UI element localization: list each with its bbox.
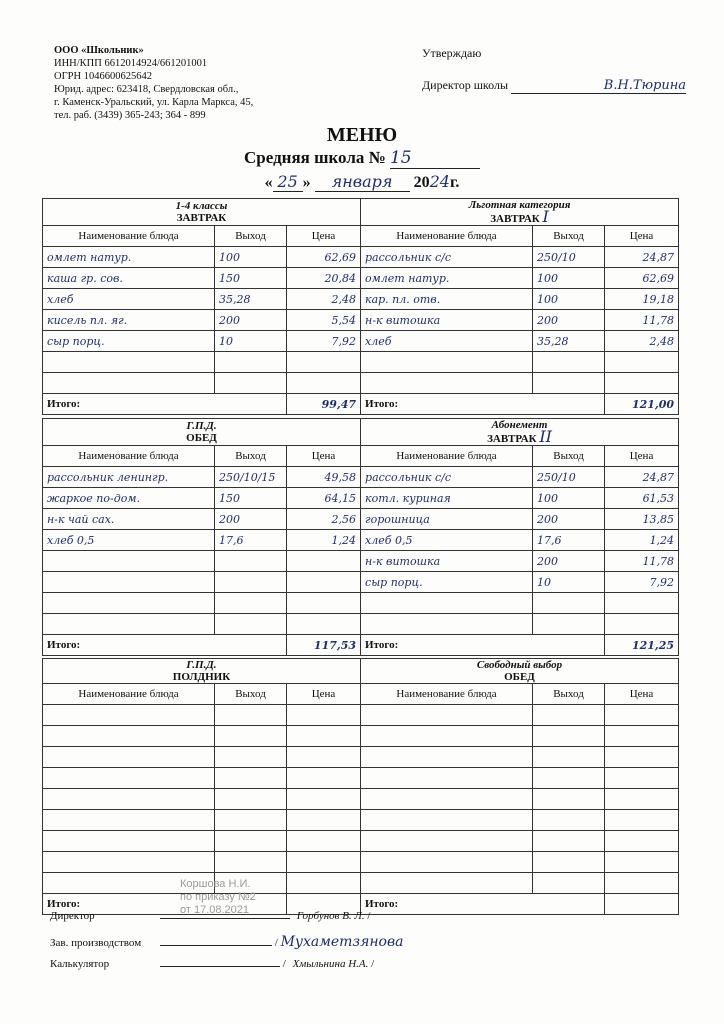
right-portion xyxy=(533,873,605,894)
year-suffix: г. xyxy=(449,174,460,191)
table-row xyxy=(43,310,679,331)
date-day: 25 xyxy=(273,172,303,192)
right-price: 2,48 xyxy=(605,331,679,352)
table-row xyxy=(43,352,679,373)
left-price xyxy=(287,810,361,831)
org-address-2: г. Каменск-Уральский, ул. Карла Маркса, 45, xyxy=(54,97,254,108)
right-price xyxy=(605,789,679,810)
left-dish-name xyxy=(43,705,215,726)
right-portion: 250/10 xyxy=(533,467,605,488)
right-dish-name xyxy=(361,789,533,810)
left-price xyxy=(287,705,361,726)
left-price: 2,56 xyxy=(287,509,361,530)
total-left: 99,47 xyxy=(287,394,361,415)
right-price xyxy=(605,810,679,831)
left-price xyxy=(287,551,361,572)
date-month: января xyxy=(315,172,410,192)
right-price xyxy=(605,831,679,852)
right-price: 13,85 xyxy=(605,509,679,530)
left-price: 1,24 xyxy=(287,530,361,551)
right-dish-name: хлеб xyxy=(361,331,533,352)
table-row xyxy=(43,768,679,789)
right-dish-name xyxy=(361,614,533,635)
column-headers: Наименование блюда Выход Цена Наименование блюда Выход Цена xyxy=(43,446,679,467)
right-dish-name: н-к витошка xyxy=(361,551,533,572)
left-dish-name xyxy=(43,352,215,373)
right-dish-name: хлеб 0,5 xyxy=(361,530,533,551)
right-price xyxy=(605,852,679,873)
stamp: Коршова Н.И. по приказу №2 от 17.08.2021 xyxy=(180,878,256,916)
section-header-left: 1-4 классы ЗАВТРАК xyxy=(43,199,361,226)
table-row xyxy=(43,488,679,509)
right-dish-name: н-к витошка xyxy=(361,310,533,331)
menu-section-breakfast xyxy=(42,198,679,415)
right-portion xyxy=(533,705,605,726)
left-portion xyxy=(215,810,287,831)
right-portion xyxy=(533,747,605,768)
right-price: 11,78 xyxy=(605,551,679,572)
right-portion xyxy=(533,768,605,789)
right-portion xyxy=(533,831,605,852)
right-portion xyxy=(533,726,605,747)
column-headers: Наименование блюда Выход Цена Наименование блюда Выход Цена xyxy=(43,226,679,247)
right-dish-name xyxy=(361,831,533,852)
left-price xyxy=(287,726,361,747)
right-portion: 17,6 xyxy=(533,530,605,551)
table-row xyxy=(43,810,679,831)
left-portion xyxy=(215,705,287,726)
left-portion xyxy=(215,726,287,747)
right-price xyxy=(605,614,679,635)
left-dish-name xyxy=(43,810,215,831)
year-prefix: 20 xyxy=(413,174,430,191)
left-price xyxy=(287,831,361,852)
total-row: Итого: Итого: xyxy=(43,894,679,915)
left-portion xyxy=(215,572,287,593)
org-name: ООО «Школьник» xyxy=(54,45,144,56)
right-dish-name xyxy=(361,726,533,747)
org-phone: тел. раб. (3439) 365-243; 364 - 899 xyxy=(54,110,206,121)
left-dish-name xyxy=(43,789,215,810)
table-row xyxy=(43,747,679,768)
table-row xyxy=(43,852,679,873)
left-price xyxy=(287,852,361,873)
left-dish-name xyxy=(43,593,215,614)
right-portion xyxy=(533,373,605,394)
left-dish-name xyxy=(43,726,215,747)
table-row xyxy=(43,268,679,289)
approval-signature-line xyxy=(511,78,686,94)
left-price: 20,84 xyxy=(287,268,361,289)
left-price xyxy=(287,873,361,894)
right-price: 24,87 xyxy=(605,247,679,268)
left-dish-name: жаркое по-дом. xyxy=(43,488,215,509)
approval-director-signature: В.Н.Тюрина xyxy=(603,78,687,93)
org-ogrn: ОГРН 1046600625642 xyxy=(54,71,152,82)
right-price: 19,18 xyxy=(605,289,679,310)
signature-director: Директор Горбунов В. Л. / xyxy=(50,910,371,922)
section-header-right: Свободный выбор ОБЕД xyxy=(361,659,679,684)
right-dish-name xyxy=(361,810,533,831)
org-address-1: Юрид. адрес: 623418, Свердловская обл., xyxy=(54,84,239,95)
total-right xyxy=(605,894,679,915)
left-portion: 200 xyxy=(215,310,287,331)
left-price xyxy=(287,593,361,614)
left-portion: 150 xyxy=(215,488,287,509)
left-portion: 10 xyxy=(215,331,287,352)
right-portion: 100 xyxy=(533,268,605,289)
signature-calc: Калькулятор / Хмыльнина Н.А. / xyxy=(50,958,375,970)
left-portion xyxy=(215,614,287,635)
column-headers: Наименование блюда Выход Цена Наименование блюда Выход Цена xyxy=(43,684,679,705)
right-price: 7,92 xyxy=(605,572,679,593)
left-dish-name xyxy=(43,373,215,394)
right-portion xyxy=(533,352,605,373)
left-price: 2,48 xyxy=(287,289,361,310)
table-row xyxy=(43,551,679,572)
right-dish-name: котл. куриная xyxy=(361,488,533,509)
organization-block xyxy=(54,44,253,122)
table-row xyxy=(43,530,679,551)
left-price: 64,15 xyxy=(287,488,361,509)
left-price xyxy=(287,747,361,768)
right-price: 1,24 xyxy=(605,530,679,551)
total-right: 121,00 xyxy=(605,394,679,415)
date-year: 24 xyxy=(429,172,450,191)
school-prefix: Средняя школа № xyxy=(244,148,386,167)
left-dish-name xyxy=(43,572,215,593)
left-price: 62,69 xyxy=(287,247,361,268)
menu-section-snack xyxy=(42,658,679,915)
right-price: 61,53 xyxy=(605,488,679,509)
right-dish-name: сыр порц. xyxy=(361,572,533,593)
date-open: « xyxy=(264,174,273,191)
left-price xyxy=(287,352,361,373)
right-dish-name xyxy=(361,352,533,373)
left-dish-name xyxy=(43,852,215,873)
table-row xyxy=(43,789,679,810)
page-title: МЕНЮ xyxy=(326,124,398,146)
left-price xyxy=(287,572,361,593)
right-dish-name: рассольник с/с xyxy=(361,467,533,488)
right-portion: 10 xyxy=(533,572,605,593)
section-header-left: Г.П.Д. ОБЕД xyxy=(43,419,361,446)
right-dish-name xyxy=(361,593,533,614)
table-row xyxy=(43,509,679,530)
left-portion: 200 xyxy=(215,509,287,530)
right-portion: 200 xyxy=(533,509,605,530)
right-price xyxy=(605,705,679,726)
left-portion xyxy=(215,852,287,873)
date-line xyxy=(0,172,724,192)
table-row xyxy=(43,831,679,852)
left-dish-name xyxy=(43,614,215,635)
table-row xyxy=(43,705,679,726)
approval-label: Утверждаю xyxy=(422,46,482,60)
left-portion xyxy=(215,747,287,768)
date-mid: » xyxy=(302,174,311,191)
left-portion: 250/10/15 xyxy=(215,467,287,488)
left-portion xyxy=(215,352,287,373)
left-dish-name: кисель пл. яг. xyxy=(43,310,215,331)
right-price xyxy=(605,593,679,614)
left-dish-name: н-к чай сах. xyxy=(43,509,215,530)
left-dish-name: рассольник ленингр. xyxy=(43,467,215,488)
left-portion: 35,28 xyxy=(215,289,287,310)
total-row: Итого: 99,47 Итого: 121,00 xyxy=(43,394,679,415)
right-portion xyxy=(533,810,605,831)
left-portion: 150 xyxy=(215,268,287,289)
right-portion: 250/10 xyxy=(533,247,605,268)
right-portion xyxy=(533,614,605,635)
table-row xyxy=(43,572,679,593)
menu-section-lunch xyxy=(42,418,679,656)
right-dish-name xyxy=(361,768,533,789)
left-portion xyxy=(215,593,287,614)
left-portion xyxy=(215,789,287,810)
left-dish-name xyxy=(43,551,215,572)
right-portion: 35,28 xyxy=(533,331,605,352)
left-portion xyxy=(215,768,287,789)
right-price xyxy=(605,873,679,894)
school-number: 15 xyxy=(390,148,480,169)
left-price xyxy=(287,373,361,394)
right-portion: 200 xyxy=(533,310,605,331)
right-price: 24,87 xyxy=(605,467,679,488)
right-portion: 100 xyxy=(533,488,605,509)
signature-head: Зав. производством / Мухаметзянова xyxy=(50,934,404,950)
left-price: 49,58 xyxy=(287,467,361,488)
table-row xyxy=(43,614,679,635)
right-price xyxy=(605,768,679,789)
left-dish-name: каша гр. сов. xyxy=(43,268,215,289)
left-portion: 17,6 xyxy=(215,530,287,551)
right-price xyxy=(605,352,679,373)
right-portion xyxy=(533,852,605,873)
approval-director-label: Директор школы xyxy=(422,78,509,92)
right-dish-name xyxy=(361,747,533,768)
right-dish-name: горошница xyxy=(361,509,533,530)
total-left: 117,53 xyxy=(287,635,361,656)
left-portion: 100 xyxy=(215,247,287,268)
left-portion xyxy=(215,551,287,572)
table-row xyxy=(43,726,679,747)
left-price: 5,54 xyxy=(287,310,361,331)
section-header-right: Льготная категория ЗАВТРАК I xyxy=(361,199,679,226)
left-price xyxy=(287,768,361,789)
table-row xyxy=(43,467,679,488)
right-price xyxy=(605,747,679,768)
left-dish-name: сыр порц. xyxy=(43,331,215,352)
left-price: 7,92 xyxy=(287,331,361,352)
left-price xyxy=(287,614,361,635)
right-price: 11,78 xyxy=(605,310,679,331)
right-dish-name xyxy=(361,873,533,894)
right-portion xyxy=(533,789,605,810)
right-portion xyxy=(533,593,605,614)
table-row xyxy=(43,331,679,352)
total-row: Итого: 117,53 Итого: 121,25 xyxy=(43,635,679,656)
table-row xyxy=(43,247,679,268)
right-price xyxy=(605,373,679,394)
right-dish-name xyxy=(361,705,533,726)
section-header-right: Абонемент ЗАВТРАК II xyxy=(361,419,679,446)
right-portion: 200 xyxy=(533,551,605,572)
section-header-left: Г.П.Д. ПОЛДНИК xyxy=(43,659,361,684)
left-dish-name xyxy=(43,768,215,789)
right-price: 62,69 xyxy=(605,268,679,289)
right-dish-name: омлет натур. xyxy=(361,268,533,289)
table-row xyxy=(43,373,679,394)
right-price xyxy=(605,726,679,747)
right-portion: 100 xyxy=(533,289,605,310)
approval-director-line xyxy=(422,78,686,94)
table-row xyxy=(43,873,679,894)
table-row xyxy=(43,593,679,614)
left-dish-name xyxy=(43,747,215,768)
left-dish-name: хлеб 0,5 xyxy=(43,530,215,551)
right-dish-name xyxy=(361,852,533,873)
total-right: 121,25 xyxy=(605,635,679,656)
left-price xyxy=(287,789,361,810)
left-portion xyxy=(215,831,287,852)
left-dish-name: хлеб xyxy=(43,289,215,310)
org-inn: ИНН/КПП 6612014924/661201001 xyxy=(54,58,208,69)
left-portion xyxy=(215,373,287,394)
right-dish-name: рассольник с/с xyxy=(361,247,533,268)
right-dish-name xyxy=(361,373,533,394)
table-row xyxy=(43,289,679,310)
left-dish-name xyxy=(43,831,215,852)
left-dish-name: омлет натур. xyxy=(43,247,215,268)
school-line xyxy=(0,148,724,169)
right-dish-name: кар. пл. отв. xyxy=(361,289,533,310)
